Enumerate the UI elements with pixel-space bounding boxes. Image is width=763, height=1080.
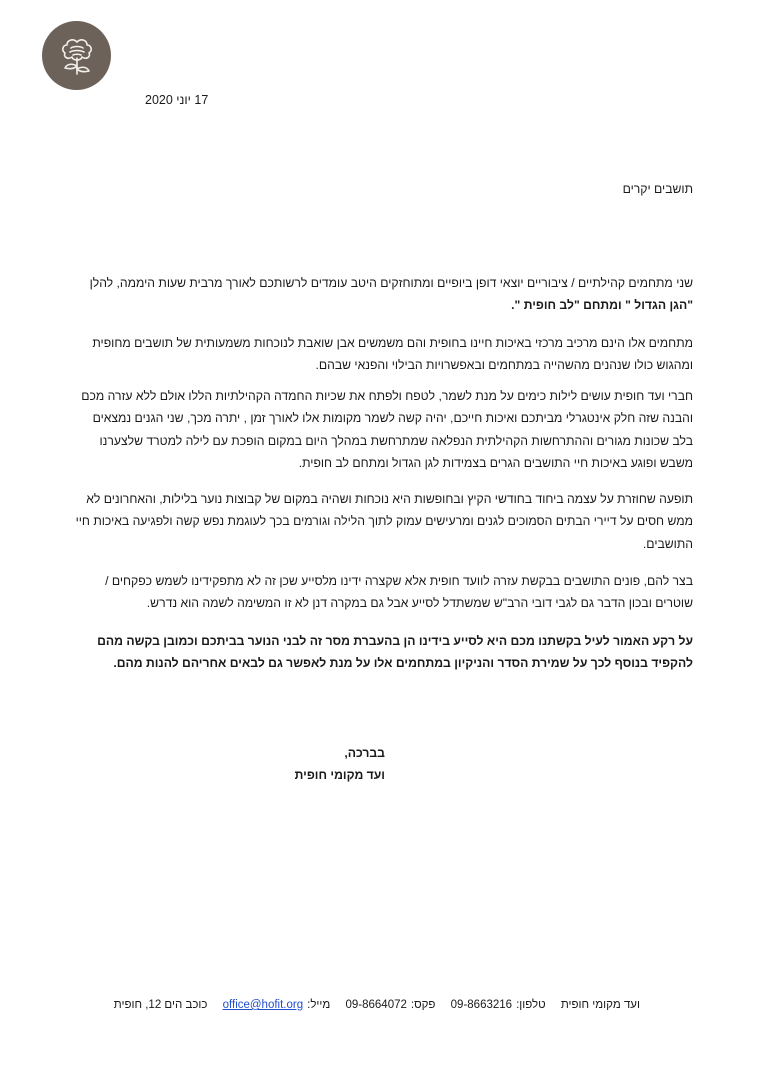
paragraph-1-text: שני מתחמים קהילתיים / ציבוריים יוצאי דופן ביופיים ומתוחזקים היטב עומדים לרשותכם לאורך מרבית שעות היממה, להלן	[89, 276, 693, 290]
paragraph-4: תופעה שחוזרת על עצמה ביחוד בחודשי הקיץ ובחופשות היא נוכחות ושהיה במקום של קבוצות נוער בלילות, והאחרונים לא ממש חסים על דיירי הבתים הסמוכים לגנים ומרעישים עמוק לתוך הלילה וגורמים בכך לעוגמת נפש קשה ולפגיעה באיכות חיי התושבים.	[75, 492, 693, 551]
paragraph-3: חברי ועד חופית עושים לילות כימים על מנת לשמר, לטפח ולפתח את שכיות החמדה הקהילתיות הללו אולם ללא עזרה מכם והבנה שזה חלק אינטגרלי מביתכם ואיכות חייכם, יהיה קשה לשמר מקומות אלו לאורך זמן , יתרה מכך, שני הגנים נמצאים בלב שכונות מגורים וההתרחשות הקהילתית הנפלאה שמתרחשת במהלך היום במקום הופכת עם לילה למטרד שלצערנו משבש ופוגע באיכות חיי התושבים הגרים בצמידות לגן הגדול ומתחם לב חופית.	[81, 389, 693, 471]
letter-date: 17 יוני 2020	[145, 93, 209, 107]
footer-fax	[346, 999, 436, 1011]
footer-fax-value: 09-8664072	[345, 999, 407, 1011]
flower-emblem-icon	[49, 28, 105, 84]
closing: בברכה,	[344, 746, 385, 760]
signature-name: ועד מקומי חופית	[294, 768, 385, 783]
footer-phone-value: 09-8663216	[450, 999, 513, 1011]
footer-email	[223, 999, 331, 1011]
footer-email-link[interactable]: office@hofit.org	[222, 999, 304, 1011]
paragraph-2: מתחמים אלו הינם מרכיב מרכזי באיכות חיינו בחופית והם משמשים אבן שואבת לנוכחות משמעותית של תושבים מחופית ומהגוש כולו שנהנים מהשהייה במתחמים ובאפשרויות הבילוי והפנאי שבהם.	[92, 336, 693, 373]
paragraph-1	[73, 272, 693, 317]
paragraph-6	[73, 630, 693, 675]
footer-email-label: מייל:	[307, 999, 331, 1011]
footer-phone-label: טלפון:	[516, 999, 546, 1011]
footer-org: ועד מקומי חופית	[560, 999, 640, 1011]
signature-block	[200, 742, 385, 787]
footer-phone	[451, 999, 546, 1011]
footer	[100, 999, 640, 1011]
footer-address: כוכב הים 12, חופית	[113, 999, 208, 1011]
paragraph-1-bold: "הגן הגדול " ומתחם "לב חופית ".	[511, 298, 693, 313]
footer-fax-label: פקס:	[410, 999, 436, 1011]
paragraph-5: בצר להם, פונים התושבים בבקשת עזרה לוועד חופית אלא שקצרה ידינו מלסייע שכן זה לא מתפקידינו לשמש כפקחים / שוטרים ובכון הדבר גם לגבי דובי הרב"ש שמשתדל לסייע אבל גם במקרה דנן לא זו המשימה לשמה הוא נדרש.	[105, 574, 693, 611]
paragraph-6-bold: על רקע האמור לעיל בקשתנו מכם היא לסייע בידינו הן בהעברת מסר זה לבני הנוער בביתכם וכמובן בקשה מהם להקפיד בנוסף לכך על שמירת הסדר והניקיון במתחמים אלו על מנת לאפשר גם לבאים אחריהם להנות מהם.	[97, 634, 693, 671]
greeting: תושבים יקרים	[622, 182, 693, 196]
logo	[42, 21, 111, 90]
